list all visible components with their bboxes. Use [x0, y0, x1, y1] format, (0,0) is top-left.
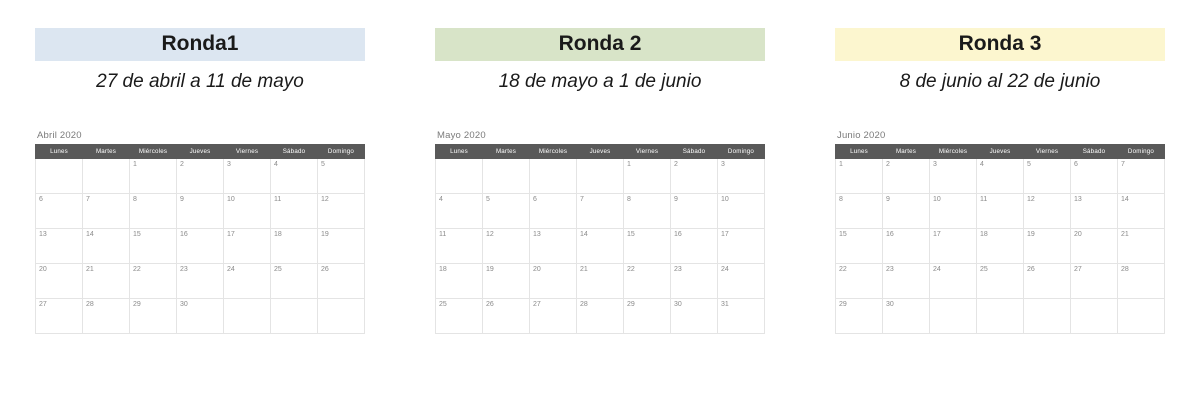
- calendar-day-cell: 21: [83, 263, 130, 298]
- calendar-day-cell: [1024, 298, 1071, 333]
- calendar-day-cell: 1: [130, 158, 177, 193]
- calendar-weekday-header: Lunes: [36, 144, 83, 158]
- calendar-day-cell: 20: [530, 263, 577, 298]
- calendar-week-row: [36, 193, 365, 228]
- calendar-day-cell: [1118, 298, 1165, 333]
- calendar: [435, 130, 765, 334]
- calendar-day-cell: 26: [1024, 263, 1071, 298]
- calendar-month-caption: Junio 2020: [837, 129, 886, 141]
- round-column: [0, 28, 400, 334]
- calendar-day-cell: [530, 158, 577, 193]
- calendar-day-cell: 5: [1024, 158, 1071, 193]
- calendar-day-cell: 19: [1024, 228, 1071, 263]
- calendar-day-cell: 4: [436, 193, 483, 228]
- calendar-day-cell: 3: [224, 158, 271, 193]
- calendar-header-row: [36, 144, 365, 158]
- calendar-day-cell: 23: [671, 263, 718, 298]
- calendar-week-row: [836, 228, 1165, 263]
- calendar-day-cell: 28: [83, 298, 130, 333]
- calendar-day-cell: [930, 298, 977, 333]
- calendar-week-row: [36, 158, 365, 193]
- calendar-day-cell: 7: [1118, 158, 1165, 193]
- calendar-day-cell: 24: [930, 263, 977, 298]
- calendar-day-cell: 8: [130, 193, 177, 228]
- calendar-weekday-header: Viernes: [624, 144, 671, 158]
- calendar-week-row: [836, 193, 1165, 228]
- calendar-weekday-header: Domingo: [318, 144, 365, 158]
- calendar-weekday-header: Viernes: [1024, 144, 1071, 158]
- calendar-day-cell: [318, 298, 365, 333]
- calendar-day-cell: 8: [624, 193, 671, 228]
- calendar-day-cell: 25: [977, 263, 1024, 298]
- calendar-day-cell: [977, 298, 1024, 333]
- calendar-day-cell: 15: [624, 228, 671, 263]
- calendar-day-cell: 28: [577, 298, 624, 333]
- calendar-day-cell: 14: [83, 228, 130, 263]
- calendar-day-cell: 26: [483, 298, 530, 333]
- calendar-day-cell: 12: [318, 193, 365, 228]
- calendar-day-cell: 10: [718, 193, 765, 228]
- calendar-week-row: [436, 193, 765, 228]
- calendar-weekday-header: Domingo: [718, 144, 765, 158]
- calendar-day-cell: 19: [483, 263, 530, 298]
- calendar-day-cell: 1: [624, 158, 671, 193]
- calendar-day-cell: 29: [836, 298, 883, 333]
- calendar: [35, 130, 365, 334]
- calendar-day-cell: 11: [271, 193, 318, 228]
- calendar-weekday-header: Martes: [83, 144, 130, 158]
- calendar-day-cell: 17: [718, 228, 765, 263]
- calendar-day-cell: [271, 298, 318, 333]
- calendar-day-cell: 12: [483, 228, 530, 263]
- calendar-day-cell: [224, 298, 271, 333]
- calendar-day-cell: 14: [1118, 193, 1165, 228]
- calendar-weekday-header: Sábado: [671, 144, 718, 158]
- calendar-day-cell: 22: [624, 263, 671, 298]
- round-date-range: 27 de abril a 11 de mayo: [96, 71, 304, 93]
- calendar-table: [835, 144, 1165, 334]
- calendar-weekday-header: Miércoles: [530, 144, 577, 158]
- calendar-day-cell: [83, 158, 130, 193]
- calendar-weekday-header: Lunes: [436, 144, 483, 158]
- calendar-day-cell: 6: [1071, 158, 1118, 193]
- calendar-weekday-header: Sábado: [271, 144, 318, 158]
- calendar-day-cell: 3: [930, 158, 977, 193]
- calendar-day-cell: 21: [1118, 228, 1165, 263]
- calendar-day-cell: 2: [671, 158, 718, 193]
- calendar-day-cell: 7: [577, 193, 624, 228]
- calendar-day-cell: 18: [436, 263, 483, 298]
- round-title: Ronda 2: [435, 28, 765, 61]
- calendar-day-cell: 12: [1024, 193, 1071, 228]
- calendar-day-cell: 24: [718, 263, 765, 298]
- calendar-month-caption: Mayo 2020: [437, 129, 486, 141]
- calendar-day-cell: 17: [930, 228, 977, 263]
- calendar-header-row: [436, 144, 765, 158]
- calendar-day-cell: 23: [883, 263, 930, 298]
- calendar-day-cell: 5: [318, 158, 365, 193]
- calendar-table: [35, 144, 365, 334]
- calendar-day-cell: 30: [883, 298, 930, 333]
- calendar-week-row: [36, 228, 365, 263]
- calendar-day-cell: 17: [224, 228, 271, 263]
- calendar-day-cell: 22: [130, 263, 177, 298]
- calendar-day-cell: 6: [36, 193, 83, 228]
- calendar-weekday-header: Martes: [483, 144, 530, 158]
- calendar-weekday-header: Jueves: [177, 144, 224, 158]
- calendar-day-cell: 15: [130, 228, 177, 263]
- calendar-day-cell: 8: [836, 193, 883, 228]
- calendar-week-row: [36, 263, 365, 298]
- calendar-day-cell: 2: [177, 158, 224, 193]
- calendar-day-cell: 24: [224, 263, 271, 298]
- calendar-weekday-header: Lunes: [836, 144, 883, 158]
- calendar-day-cell: 13: [36, 228, 83, 263]
- calendar-day-cell: 25: [271, 263, 318, 298]
- calendar-day-cell: [577, 158, 624, 193]
- calendar-weekday-header: Viernes: [224, 144, 271, 158]
- calendar-weekday-header: Martes: [883, 144, 930, 158]
- calendar-day-cell: 2: [883, 158, 930, 193]
- calendar-day-cell: 9: [671, 193, 718, 228]
- calendar-day-cell: [483, 158, 530, 193]
- calendar-day-cell: 27: [36, 298, 83, 333]
- calendar-day-cell: 9: [883, 193, 930, 228]
- calendar-day-cell: [1071, 298, 1118, 333]
- calendar-day-cell: 30: [671, 298, 718, 333]
- calendar-day-cell: 29: [130, 298, 177, 333]
- calendar-day-cell: 4: [271, 158, 318, 193]
- calendar-day-cell: 4: [977, 158, 1024, 193]
- calendar-day-cell: 27: [1071, 263, 1118, 298]
- calendar-week-row: [836, 263, 1165, 298]
- calendar-day-cell: 10: [224, 193, 271, 228]
- calendar-table: [435, 144, 765, 334]
- calendar-day-cell: 30: [177, 298, 224, 333]
- calendar-weekday-header: Miércoles: [130, 144, 177, 158]
- round-title: Ronda1: [35, 28, 365, 61]
- round-column: [800, 28, 1200, 334]
- calendar-day-cell: 15: [836, 228, 883, 263]
- calendar-day-cell: 22: [836, 263, 883, 298]
- calendar-day-cell: [436, 158, 483, 193]
- calendar-weekday-header: Miércoles: [930, 144, 977, 158]
- calendar-header-row: [836, 144, 1165, 158]
- round-date-range: 18 de mayo a 1 de junio: [498, 71, 702, 93]
- calendar-day-cell: 27: [530, 298, 577, 333]
- calendar-day-cell: 23: [177, 263, 224, 298]
- calendar-weekday-header: Jueves: [977, 144, 1024, 158]
- calendar-day-cell: 9: [177, 193, 224, 228]
- calendar-weekday-header: Domingo: [1118, 144, 1165, 158]
- calendar-day-cell: 16: [671, 228, 718, 263]
- calendar-day-cell: 5: [483, 193, 530, 228]
- calendar-week-row: [436, 158, 765, 193]
- calendar-day-cell: 11: [977, 193, 1024, 228]
- calendar-day-cell: 29: [624, 298, 671, 333]
- calendar-day-cell: 16: [177, 228, 224, 263]
- calendar-month-caption: Abril 2020: [37, 129, 82, 141]
- calendar-day-cell: 25: [436, 298, 483, 333]
- calendar-week-row: [836, 298, 1165, 333]
- round-title: Ronda 3: [835, 28, 1165, 61]
- calendar-day-cell: 18: [271, 228, 318, 263]
- calendar-day-cell: 31: [718, 298, 765, 333]
- calendar-day-cell: 26: [318, 263, 365, 298]
- calendar-week-row: [436, 298, 765, 333]
- calendar-week-row: [36, 298, 365, 333]
- round-column: [400, 28, 800, 334]
- calendar-day-cell: 11: [436, 228, 483, 263]
- calendar-week-row: [436, 263, 765, 298]
- calendar-week-row: [836, 158, 1165, 193]
- calendar-day-cell: 20: [1071, 228, 1118, 263]
- calendar-day-cell: 14: [577, 228, 624, 263]
- calendar-day-cell: 3: [718, 158, 765, 193]
- calendar-week-row: [436, 228, 765, 263]
- calendar-day-cell: 21: [577, 263, 624, 298]
- calendar-day-cell: 13: [530, 228, 577, 263]
- calendar-day-cell: 7: [83, 193, 130, 228]
- calendar-weekday-header: Sábado: [1071, 144, 1118, 158]
- calendar-day-cell: 6: [530, 193, 577, 228]
- round-date-range: 8 de junio al 22 de junio: [899, 71, 1101, 93]
- calendar-day-cell: 19: [318, 228, 365, 263]
- calendar-day-cell: 16: [883, 228, 930, 263]
- calendar-weekday-header: Jueves: [577, 144, 624, 158]
- calendar: [835, 130, 1165, 334]
- calendar-day-cell: 13: [1071, 193, 1118, 228]
- calendar-day-cell: 1: [836, 158, 883, 193]
- calendar-day-cell: 10: [930, 193, 977, 228]
- calendar-day-cell: 28: [1118, 263, 1165, 298]
- calendar-day-cell: 18: [977, 228, 1024, 263]
- calendar-day-cell: [36, 158, 83, 193]
- calendar-day-cell: 20: [36, 263, 83, 298]
